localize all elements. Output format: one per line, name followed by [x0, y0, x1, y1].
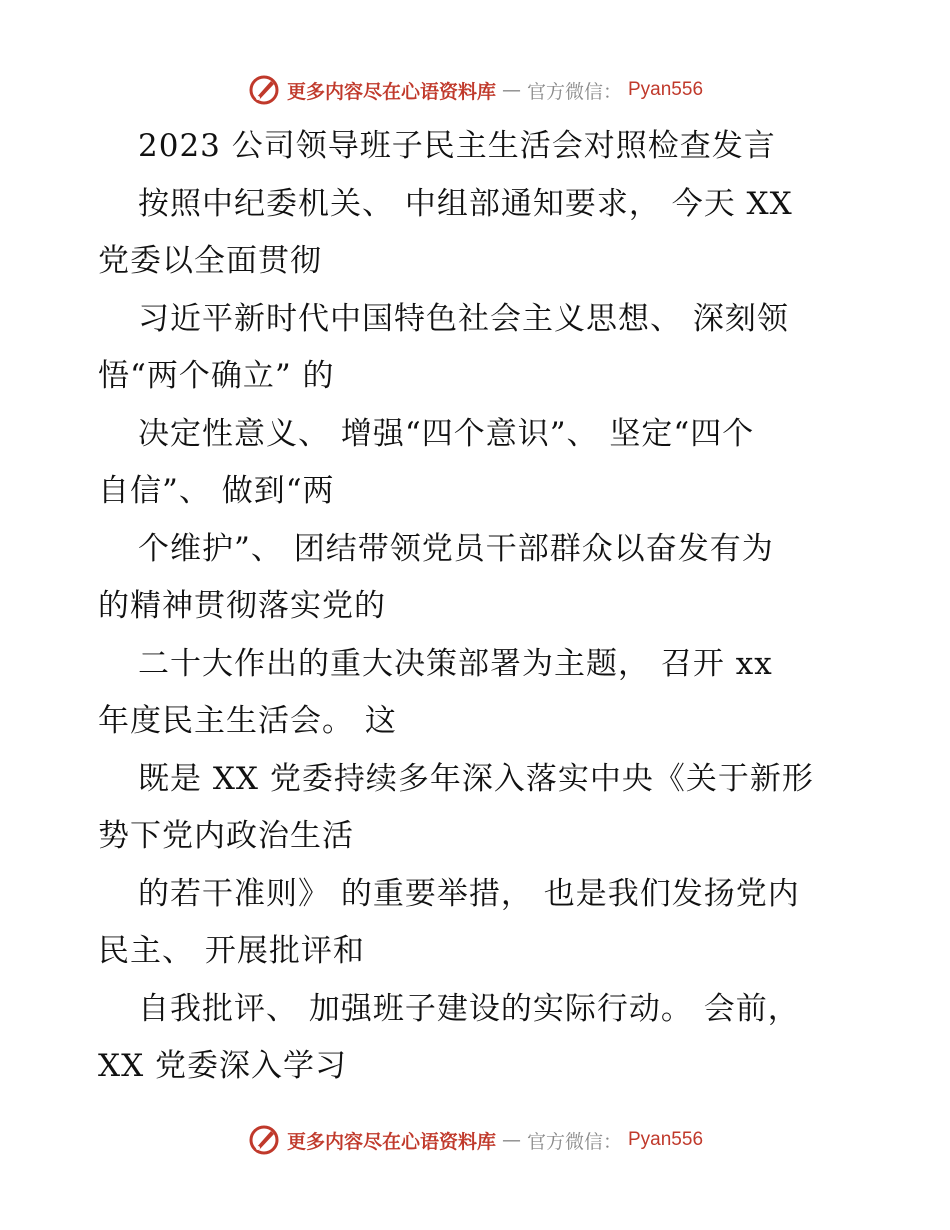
doc-line: 势下党内政治生活: [98, 818, 354, 854]
doc-line: 年度民主生活会。 这: [98, 703, 397, 739]
doc-line: 个维护”、 团结带领党员干部群众以奋发有为: [138, 530, 774, 567]
watermark-secondary-text: 官方微信：: [526, 80, 622, 103]
doc-line: 2023 公司领导班子民主生活会对照检查发言: [138, 128, 776, 164]
watermark-account: Pyan556: [628, 1129, 704, 1150]
doc-line: 二十大作出的重大决策部署为主题， 召开 xx: [138, 645, 773, 682]
watermark-main-text: 更多内容尽在心语资料库: [286, 1130, 496, 1153]
doc-line: 悟“两个确立” 的: [98, 358, 335, 394]
footer-watermark: [0, 1120, 950, 1160]
doc-line: 的精神贯彻落实党的: [98, 588, 386, 624]
watermark-dash: —: [501, 1129, 521, 1151]
quill-circle-logo-icon: [247, 73, 281, 107]
quill-circle-logo-icon: [247, 1123, 281, 1157]
doc-line: 民主、 开展批评和: [98, 933, 365, 969]
watermark-secondary-text: 官方微信：: [526, 1130, 622, 1153]
doc-line: 的若干准则》 的重要举措， 也是我们发扬党内: [138, 875, 800, 912]
doc-line: 党委以全面贯彻: [98, 243, 322, 279]
header-watermark: [0, 70, 950, 110]
doc-line: 既是 XX 党委持续多年深入落实中央《关于新形: [138, 760, 814, 797]
document-body: [98, 118, 858, 1096]
doc-line: 按照中纪委机关、 中组部通知要求， 今天 XX: [138, 185, 793, 222]
watermark-account: Pyan556: [628, 79, 704, 100]
doc-line: 决定性意义、 增强“四个意识”、 坚定“四个: [138, 415, 755, 452]
doc-line: XX 党委深入学习: [98, 1048, 347, 1084]
doc-line: 习近平新时代中国特色社会主义思想、 深刻领: [138, 300, 789, 337]
doc-line: 自我批评、 加强班子建设的实际行动。 会前，: [138, 990, 800, 1027]
watermark-dash: —: [501, 79, 521, 101]
watermark-main-text: 更多内容尽在心语资料库: [286, 80, 496, 103]
doc-line: 自信”、 做到“两: [98, 473, 335, 509]
